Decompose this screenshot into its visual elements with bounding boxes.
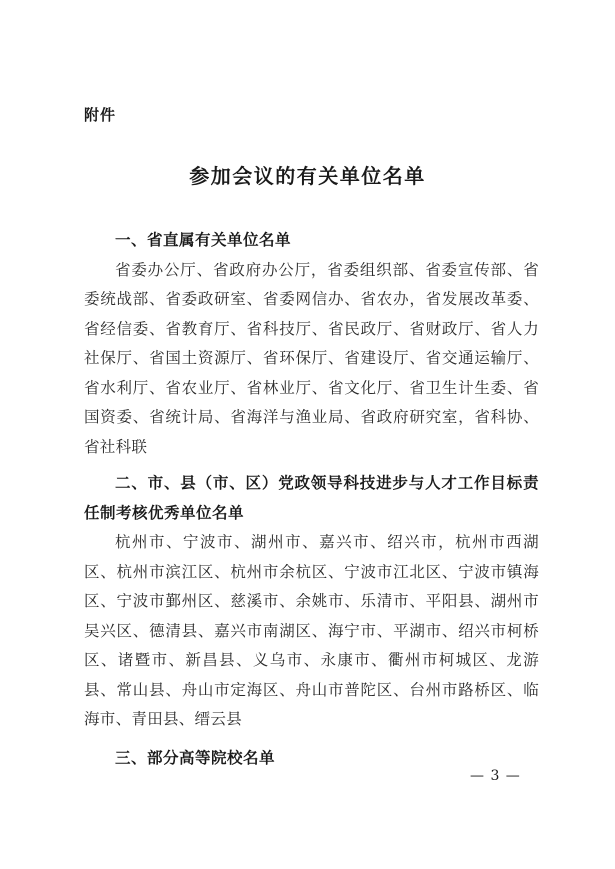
section-excellent-units [84,469,539,735]
section-heading: 一、省直属有关单位名单 [115,231,292,249]
section-heading: 三、部分高等院校名单 [115,749,276,767]
section-body: 省委办公厅、省政府办公厅，省委组织部、省委宣传部、省委统战部、省委政研室、省委网信办、省农办，省发展改革委、省经信委、省教育厅、省科技厅、省民政厅、省财政厅、省人力社保厅、省国土资源厅、省环保厅、省建设厅、省交通运输厅、省水利厅、省农业厅、省林业厅、省文化厅、省卫生计生委、省国资委、省统计局、省海洋与渔业局、省政府研究室，省科协、省社科联 [84,260,539,456]
page-number: — 3 — [470,768,521,784]
section-heading: 二、市、县（市、区）党政领导科技进步与人才工作目标责任制考核优秀单位名单 [84,474,539,522]
attachment-label: 附件 [84,106,117,124]
document-title: 参加会议的有关单位名单 [189,164,426,188]
section-provincial-units [84,226,539,462]
section-body: 杭州市、宁波市、湖州市、嘉兴市、绍兴市，杭州市西湖区、杭州市滨江区、杭州市余杭区、宁波市江北区、宁波市镇海区、宁波市鄞州区、慈溪市、余姚市、乐清市、平阳县、湖州市吴兴区、德清县、嘉兴市南湖区、海宁市、平湖市、绍兴市柯桥区、诸暨市、新昌县、义乌市、永康市、衢州市柯城区、龙游县、常山县、舟山市定海区、舟山市普陀区、台州市路桥区、临海市、青田县、缙云县 [84,533,539,728]
